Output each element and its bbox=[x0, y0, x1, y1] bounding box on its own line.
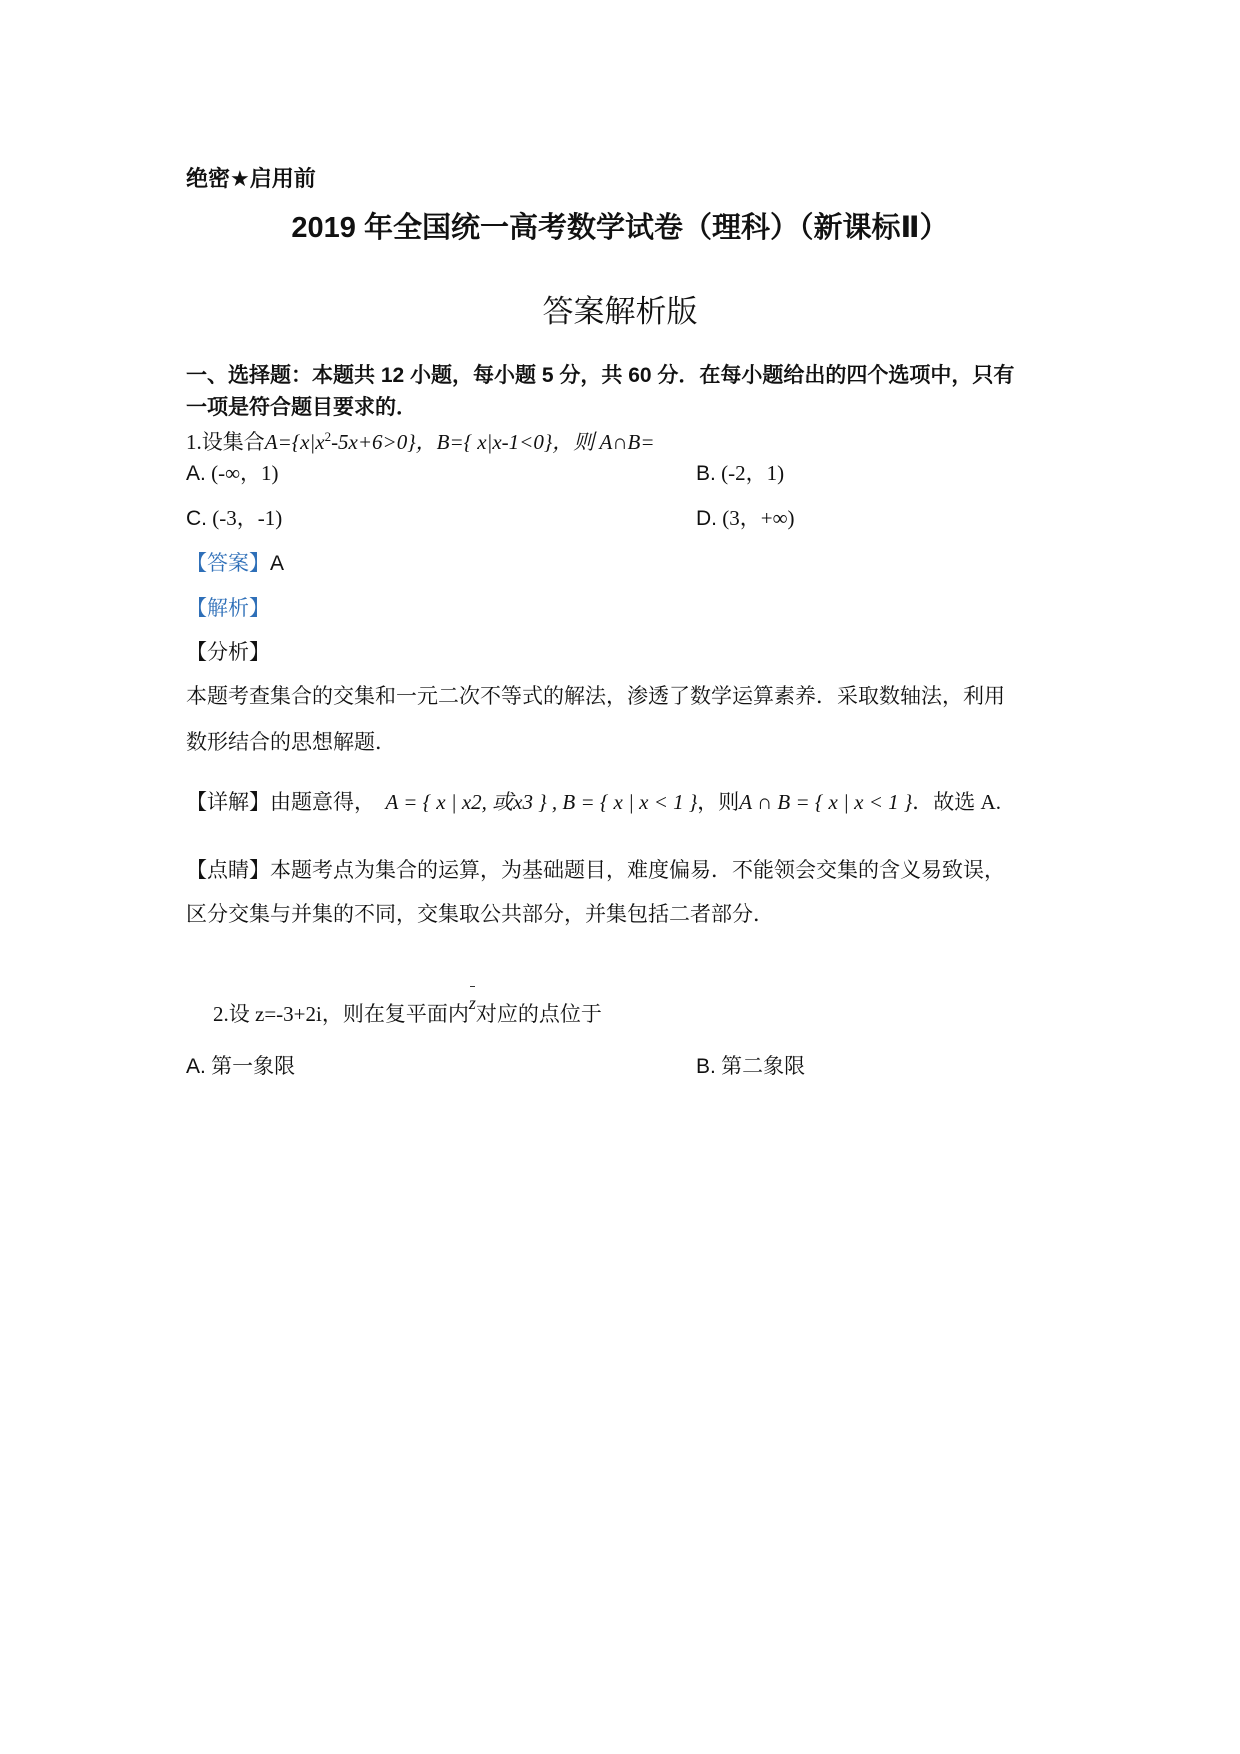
q1-xiangjie-mid: ，则 bbox=[697, 790, 740, 814]
q1-xiangjie bbox=[186, 792, 1001, 813]
q1-xiangjie-formula-1: A = { x | x2, 或x3 } , B = { x | x < 1 } bbox=[385, 790, 698, 814]
q1-stem bbox=[186, 430, 655, 453]
q1-option-d-label: D. bbox=[696, 507, 717, 530]
q1-option-a-label: A. bbox=[186, 462, 206, 485]
secret-tag: 绝密★启用前 bbox=[186, 166, 316, 191]
q1-option-d bbox=[696, 508, 795, 529]
q1-option-b-text: (-2，1) bbox=[721, 461, 785, 485]
q1-dianjing-text: 本题考点为集合的运算，为基础题目，难度偏易．不能领会交集的含义易致误， bbox=[270, 858, 1005, 882]
q1-jiexi-tag: 【解析】 bbox=[186, 596, 270, 620]
q1-answer bbox=[186, 553, 284, 574]
q1-xiangjie-post: ．故选 A. bbox=[912, 790, 1001, 814]
q1-option-d-text: (3，+∞) bbox=[722, 506, 795, 530]
q1-answer-value: A bbox=[270, 552, 285, 575]
q1-xiangjie-formula-2: A ∩ B = { x | x < 1 } bbox=[739, 790, 913, 814]
q1-option-a bbox=[186, 463, 279, 484]
q1-xiangjie-pre: 由题意得， bbox=[270, 790, 375, 814]
q2-option-b-label: B. bbox=[696, 1055, 716, 1078]
q2-option-b-text: 第二象限 bbox=[721, 1054, 806, 1078]
q1-option-b-label: B. bbox=[696, 462, 716, 485]
q2-stem bbox=[213, 993, 602, 1026]
q2-option-a-label: A. bbox=[186, 1055, 206, 1078]
q1-dianjing-line1 bbox=[186, 860, 1005, 881]
q1-exponent: 2 bbox=[324, 429, 332, 444]
q1-set-a: A={x|x bbox=[264, 430, 325, 454]
q1-answer-tag: 【答案】 bbox=[186, 551, 270, 575]
q1-set-b: B={ x|x-1<0}，则 A∩B= bbox=[436, 430, 655, 454]
q1-dianjing-tag: 【点睛】 bbox=[186, 858, 270, 882]
q1-option-c-text: (-3，-1) bbox=[212, 506, 283, 530]
q2-stem-post: 对应的点位于 bbox=[475, 1002, 602, 1026]
q2-option-b bbox=[696, 1056, 805, 1077]
q1-option-c-label: C. bbox=[186, 507, 207, 530]
q2-option-a bbox=[186, 1056, 295, 1077]
q1-stem-prefix: 1.设集合 bbox=[186, 430, 265, 454]
document-title: 2019 年全国统一高考数学试卷（理科）（新课标Ⅱ） bbox=[291, 212, 949, 244]
section-heading-line1: 一、选择题：本题共 12 小题，每小题 5 分，共 60 分．在每小题给出的四个选项中，只有 bbox=[186, 364, 1015, 387]
q1-fenxi-tag: 【分析】 bbox=[186, 640, 270, 664]
q1-xiangjie-tag: 【详解】 bbox=[186, 790, 270, 814]
q1-option-a-text: (-∞，1) bbox=[211, 461, 279, 485]
q2-option-a-text: 第一象限 bbox=[211, 1054, 296, 1078]
q1-option-c bbox=[186, 508, 282, 529]
q1-option-b bbox=[696, 463, 784, 484]
q2-stem-pre: 2.设 z=-3+2i，则在复平面内 bbox=[213, 1002, 469, 1026]
q1-fenxi-line1: 本题考查集合的交集和一元二次不等式的解法，渗透了数学运算素养．采取数轴法，利用 bbox=[186, 684, 1005, 708]
q2-conjugate-z: z bbox=[468, 993, 476, 1013]
q1-set-a-rest: -5x+6>0}， bbox=[331, 430, 437, 454]
section-heading-line2: 一项是符合题目要求的． bbox=[186, 396, 417, 419]
document-subtitle: 答案解析版 bbox=[542, 294, 698, 329]
q1-fenxi-line2: 数形结合的思想解题． bbox=[186, 730, 396, 754]
q1-dianjing-line2: 区分交集与并集的不同，交集取公共部分，并集包括二者部分． bbox=[186, 902, 774, 926]
